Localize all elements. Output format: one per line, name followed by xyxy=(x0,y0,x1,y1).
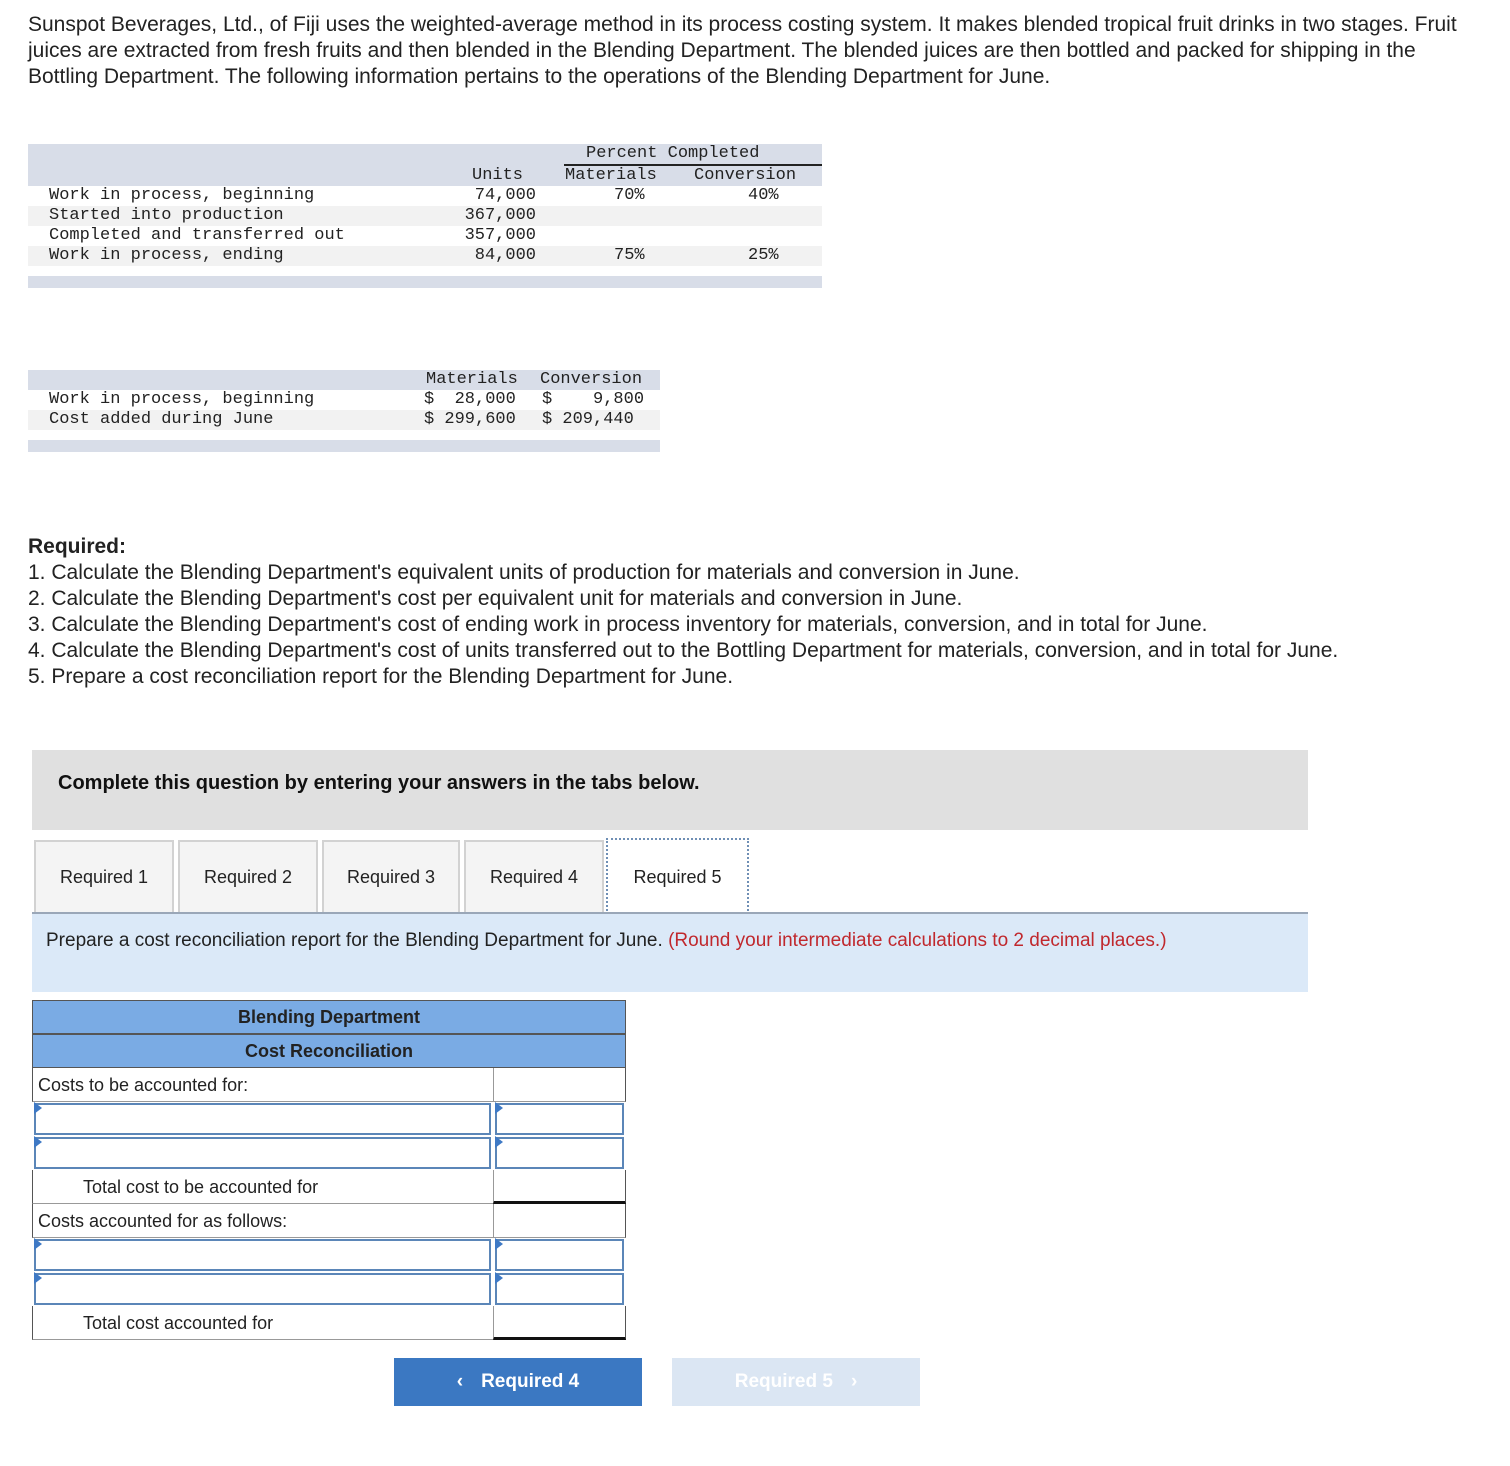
required-item: 2. Calculate the Blending Department's cost per equivalent unit for materials and conversion in June. xyxy=(28,587,963,610)
tab-bar xyxy=(32,838,1308,914)
row-label: Total cost to be accounted for xyxy=(32,1170,493,1204)
required-title: Required: xyxy=(28,535,127,558)
dropdown-marker-icon xyxy=(495,1136,503,1148)
recon-label-input[interactable] xyxy=(34,1137,491,1169)
recon-row-input xyxy=(32,1238,626,1272)
row-conversion: $ 209,440 xyxy=(542,410,634,429)
units-table-footer-band xyxy=(28,276,822,288)
row-units: 357,000 xyxy=(464,226,536,245)
dropdown-marker-icon xyxy=(34,1238,42,1250)
table-row xyxy=(28,246,822,266)
required-item: 1. Calculate the Blending Department's equivalent units of production for materials and conversion in June. xyxy=(28,561,1020,584)
recon-label-input[interactable] xyxy=(34,1103,491,1135)
row-label: Total cost accounted for xyxy=(32,1306,493,1340)
recon-label-input[interactable] xyxy=(34,1273,491,1305)
recon-row-total-to-account xyxy=(32,1170,626,1204)
recon-title-department: Blending Department xyxy=(32,1000,626,1034)
required-section xyxy=(28,534,1468,690)
recon-title-cost-reconciliation: Cost Reconciliation xyxy=(32,1034,626,1068)
row-units: 367,000 xyxy=(464,206,536,225)
total-value xyxy=(493,1306,626,1340)
recon-amount-input[interactable] xyxy=(495,1137,624,1169)
row-label: Completed and transferred out xyxy=(49,226,345,245)
dropdown-marker-icon xyxy=(34,1102,42,1114)
dropdown-marker-icon xyxy=(34,1136,42,1148)
chevron-left-icon: ‹ xyxy=(456,1371,464,1392)
table-row xyxy=(28,206,822,226)
table-row xyxy=(28,186,822,206)
row-label: Costs to be accounted for: xyxy=(32,1068,493,1102)
required-item: 3. Calculate the Blending Department's cost of ending work in process inventory for materials, conversion, and in total for June. xyxy=(28,613,1208,636)
col-materials-header: Materials xyxy=(565,166,657,185)
percent-completed-header: Percent Completed xyxy=(586,144,760,163)
instruction-text: Prepare a cost reconciliation report for the Blending Department for June. xyxy=(46,930,663,951)
dropdown-marker-icon xyxy=(34,1272,42,1284)
col-conversion-header: Conversion xyxy=(540,370,643,389)
row-label: Work in process, beginning xyxy=(49,186,315,205)
row-value xyxy=(493,1204,626,1238)
dropdown-marker-icon xyxy=(495,1102,503,1114)
recon-row-total-accounted xyxy=(32,1306,626,1340)
table-row xyxy=(28,410,660,430)
chevron-right-icon: › xyxy=(850,1371,858,1392)
required-item: 4. Calculate the Blending Department's cost of units transferred out to the Bottling Department for materials, conversion, and in total for June. xyxy=(28,639,1339,662)
recon-amount-input[interactable] xyxy=(495,1239,624,1271)
recon-row-input xyxy=(32,1272,626,1306)
row-materials: $ 28,000 xyxy=(424,390,516,409)
row-materials: 75% xyxy=(614,246,645,265)
problem-intro: Sunspot Beverages, Ltd., of Fiji uses the weighted-average method in its process costing system. It makes blended tropical fruit drinks in two stages. Fruit juices are extracted from fresh fruits and then blended in the Blending Department. The blended juices are then bottled and packed for shipping in the Bottling Department. The following information pertains to the operations of the Blending Department for June. xyxy=(28,13,1457,88)
prev-required-4-button[interactable] xyxy=(394,1358,642,1406)
tab-required-5[interactable]: Required 5 xyxy=(606,838,749,914)
instructions-banner xyxy=(32,750,1308,830)
row-materials: 70% xyxy=(614,186,645,205)
col-units-header: Units xyxy=(472,166,524,185)
col-conversion-header: Conversion xyxy=(694,166,797,185)
required-item: 5. Prepare a cost reconciliation report for the Blending Department for June. xyxy=(28,665,734,688)
instruction-note: (Round your intermediate calculations to 2 decimal places.) xyxy=(668,930,1167,951)
row-units: 84,000 xyxy=(474,246,536,265)
recon-row-costs-to-account-header xyxy=(32,1068,626,1102)
col-materials-header: Materials xyxy=(426,370,518,389)
prev-button-label: Required 4 xyxy=(481,1371,580,1392)
row-value xyxy=(493,1068,626,1102)
tab-required-1[interactable]: Required 1 xyxy=(34,840,174,912)
dropdown-marker-icon xyxy=(495,1238,503,1250)
recon-row-costs-accounted-header xyxy=(32,1204,626,1238)
row-label: Cost added during June xyxy=(49,410,274,429)
row-units: 74,000 xyxy=(474,186,536,205)
next-required-5-button[interactable] xyxy=(672,1358,920,1406)
recon-amount-input[interactable] xyxy=(495,1273,624,1305)
row-label: Started into production xyxy=(49,206,284,225)
recon-row-input xyxy=(32,1136,626,1170)
cost-table-footer-band xyxy=(28,440,660,452)
row-conversion: $ 9,800 xyxy=(542,390,645,409)
row-materials: $ 299,600 xyxy=(424,410,516,429)
row-label: Work in process, ending xyxy=(49,246,284,265)
cost-table xyxy=(28,370,660,452)
tab-instruction xyxy=(32,914,1308,992)
row-conversion: 25% xyxy=(748,246,779,265)
row-label: Work in process, beginning xyxy=(49,390,315,409)
recon-row-input xyxy=(32,1102,626,1136)
instruction-paragraph xyxy=(46,928,1286,953)
tab-required-3[interactable]: Required 3 xyxy=(322,840,460,912)
tab-required-2[interactable]: Required 2 xyxy=(178,840,318,912)
total-value xyxy=(493,1170,626,1204)
next-button-label: Required 5 xyxy=(734,1371,833,1392)
table-row xyxy=(28,226,822,246)
row-label: Costs accounted for as follows: xyxy=(32,1204,493,1238)
recon-label-input[interactable] xyxy=(34,1239,491,1271)
banner-text: Complete this question by entering your answers in the tabs below. xyxy=(58,772,700,794)
table-row xyxy=(28,390,660,410)
dropdown-marker-icon xyxy=(495,1272,503,1284)
recon-amount-input[interactable] xyxy=(495,1103,624,1135)
row-conversion: 40% xyxy=(748,186,779,205)
tab-required-4[interactable]: Required 4 xyxy=(464,840,604,912)
units-table xyxy=(28,144,822,288)
